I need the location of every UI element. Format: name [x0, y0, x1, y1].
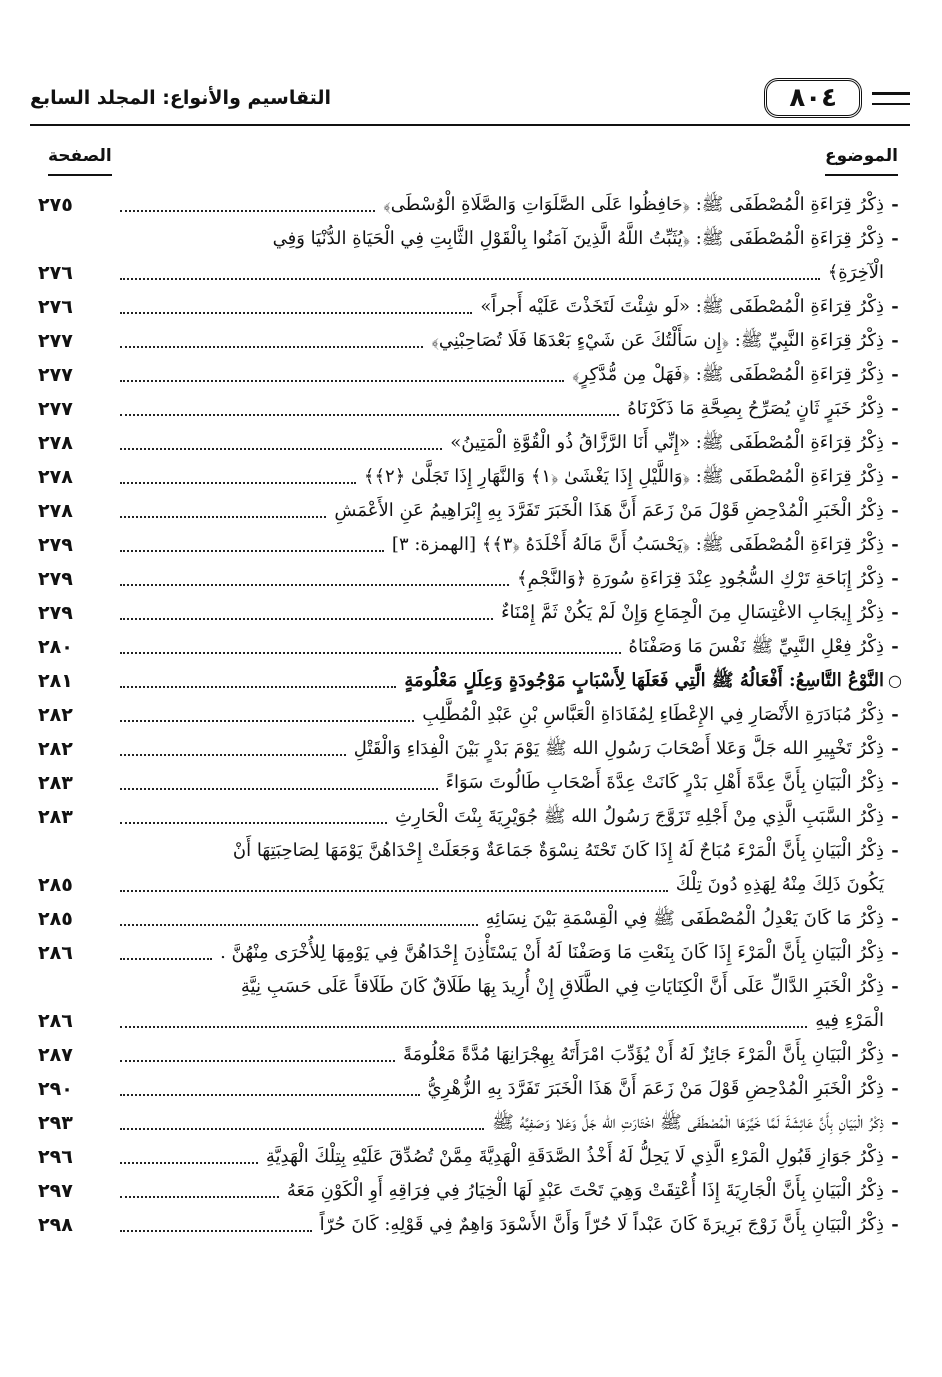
- entry-dash: -: [891, 738, 899, 759]
- entry-page-number: ٢٧٧: [38, 330, 73, 352]
- entry-dash: -: [891, 534, 899, 555]
- toc-entry: [38, 732, 906, 766]
- toc-entry: [38, 766, 906, 800]
- entry-dash: -: [891, 976, 899, 997]
- entry-page-number: ٢٨٢: [38, 704, 73, 726]
- entry-dash: -: [891, 602, 899, 623]
- page-header: [30, 76, 910, 120]
- toc-entry: [38, 698, 906, 732]
- entry-title: ذِكْرُ قِرَاءَةِ النَّبِيِّ ﷺ: ﴿إِن سَأَلْتُكَ عَن شَيْءٍ بَعْدَهَا فَلَا تُصَاحِبْنِي﴾: [431, 330, 884, 351]
- toc-entry: [38, 1072, 906, 1106]
- entry-dash: -: [891, 296, 899, 317]
- toc-entries: [38, 188, 906, 1242]
- page-number: ٨٠٤: [764, 78, 862, 118]
- entry-page-number: ٢٩٨: [38, 1214, 73, 1236]
- leader-dots: [120, 1196, 279, 1198]
- leader-dots: [120, 720, 414, 722]
- entry-title: ذِكْرُ مُبَادَرَةِ الأَنْصَارِ فِي الإِعْطَاءِ لِمُفَادَاةِ الْعَبَّاسِ بْنِ عَبْدِ الْمُطَّلِبِ: [422, 704, 884, 725]
- leader-dots: [120, 346, 423, 348]
- entry-dash: -: [891, 840, 899, 861]
- entry-dash: -: [891, 636, 899, 657]
- entry-title-continuation: الْآخِرَةِ﴾: [827, 262, 884, 283]
- toc-entry: [38, 1140, 906, 1174]
- toc-entry: [38, 1038, 906, 1072]
- entry-page-number: ٢٧٨: [38, 500, 73, 522]
- header-divider: [30, 124, 910, 126]
- toc-entry: [38, 1208, 906, 1242]
- leader-dots: [120, 380, 564, 382]
- entry-dash: -: [891, 1180, 899, 1201]
- entry-title-continuation: يَكُونَ ذَلِكَ مِنْهُ لِهَذِهِ دُونَ تِلْكَ: [675, 874, 884, 895]
- toc-entry: [38, 664, 906, 698]
- topic-column-heading: الموضوع: [825, 146, 898, 176]
- entry-page-number: ٢٨٦: [38, 1010, 73, 1032]
- toc-entry: [38, 290, 906, 324]
- toc-entry: [38, 358, 906, 392]
- entry-page-number: ٢٧٩: [38, 568, 73, 590]
- toc-entry: [38, 630, 906, 664]
- toc-entry: [38, 1174, 906, 1208]
- entry-page-number: ٢٨١: [38, 670, 73, 692]
- entry-title: ذِكْرُ الْبَيَانِ بِأَنَّ زَوْجَ بَرِيرَةَ كَانَ عَبْداً لَا حُرّاً وَأَنَّ الأَسْوَدَ وَاهِمٌ فِي قَوْلِهِ: كَانَ حُرّاً: [319, 1214, 884, 1235]
- entry-page-number: ٢٧٧: [38, 398, 73, 420]
- entry-dash: -: [891, 942, 899, 963]
- entry-page-number: ٢٧٨: [38, 432, 73, 454]
- entry-dash: -: [891, 1146, 899, 1167]
- entry-page-number: ٢٧٦: [38, 296, 73, 318]
- entry-page-number: ٢٩٠: [38, 1078, 73, 1100]
- header-rule-mark: [872, 92, 910, 105]
- entry-title: ذِكْرُ إِيجَابِ الاغْتِسَالِ مِنَ الْجِمَاعِ وَإِنْ لَمْ يَكُنْ ثَمَّ إِمْنَاءٌ: [501, 602, 884, 623]
- entry-page-number: ٢٩٣: [38, 1112, 73, 1134]
- leader-dots: [120, 958, 212, 960]
- toc-entry: [38, 970, 906, 1038]
- leader-dots: [120, 448, 442, 450]
- leader-dots: [120, 584, 509, 586]
- entry-page-number: ٢٩٧: [38, 1180, 73, 1202]
- page-number-box: [764, 78, 910, 118]
- entry-title: ذِكْرُ الْبَيَانِ بِأَنَّ الْمَرْءَ جَائِزٌ لَهُ أَنْ يُؤَدِّبَ امْرَأَتَهُ بِهِجْرَانِهَا مُدَّةً مَعْلُومَةً: [403, 1044, 884, 1065]
- entry-page-number: ٢٧٩: [38, 534, 73, 556]
- entry-dash: -: [891, 568, 899, 589]
- entry-dash: -: [891, 466, 899, 487]
- entry-page-number: ٢٨٧: [38, 1044, 73, 1066]
- toc-entry: [38, 494, 906, 528]
- toc-entry: [38, 1106, 906, 1140]
- entry-page-number: ٢٧٦: [38, 262, 73, 284]
- entry-dash: -: [891, 772, 899, 793]
- leader-dots: [120, 1162, 258, 1164]
- leader-dots: [120, 754, 346, 756]
- entry-dash: -: [891, 398, 899, 419]
- entry-dash: -: [891, 1044, 899, 1065]
- entry-page-number: ٢٨٣: [38, 806, 73, 828]
- leader-dots: [120, 890, 668, 892]
- toc-entry: [38, 596, 906, 630]
- column-headings: [48, 146, 898, 176]
- leader-dots: [120, 550, 384, 552]
- entry-title: ذِكْرُ قِرَاءَةِ الْمُصْطَفَى ﷺ: «إِنِّي أَنَا الرَّزَّاقُ ذُو الْقُوَّةِ الْمَتِينُ»: [450, 432, 884, 453]
- leader-dots: [120, 210, 375, 212]
- entry-title: ذِكْرُ قِرَاءَةِ الْمُصْطَفَى ﷺ: ﴿يُثَبِّتُ اللَّهُ الَّذِينَ آمَنُوا بِالْقَوْلِ الثَّابِتِ فِي الْحَيَاةِ الدُّنْيَا وَفِي: [272, 228, 884, 249]
- leader-dots: [120, 822, 387, 824]
- leader-dots: [120, 482, 356, 484]
- entry-dash: -: [891, 432, 899, 453]
- toc-entry: [38, 392, 906, 426]
- entry-title: ذِكْرُ قِرَاءَةِ الْمُصْطَفَى ﷺ: ﴿حَافِظُوا عَلَى الصَّلَوَاتِ وَالصَّلَاةِ الْوُسْطَى﴾: [383, 194, 884, 215]
- leader-dots: [120, 414, 619, 416]
- entry-title: ذِكْرُ مَا كَانَ يَعْدِلُ الْمُصْطَفَى ﷺ فِي الْقِسْمَةِ بَيْنَ نِسَائِهِ: [485, 908, 884, 929]
- entry-dash: -: [891, 704, 899, 725]
- entry-dash: -: [891, 228, 899, 249]
- entry-dash: -: [891, 1078, 899, 1099]
- entry-dash: -: [891, 330, 899, 351]
- leader-dots: [120, 1128, 484, 1130]
- entry-page-number: ٢٧٥: [38, 194, 73, 216]
- toc-entry: [38, 324, 906, 358]
- entry-title: ذِكْرُ الْبَيَانِ بِأَنَّ الْجَارِيَةَ إِذَا أُعْتِقَتْ وَهِيَ تَحْتَ عَبْدٍ لَهَا الْخِيَارُ فِي فِرَاقِهِ أَوِ الْكَوْنِ مَعَهُ: [286, 1180, 884, 1201]
- leader-dots: [120, 618, 493, 620]
- leader-dots: [120, 278, 820, 280]
- entry-page-number: ٢٨٥: [38, 908, 73, 930]
- section-bullet: ○: [888, 671, 902, 690]
- entry-dash: -: [891, 1112, 899, 1133]
- entry-continuation: [38, 256, 906, 290]
- page-column-heading: الصفحة: [48, 146, 112, 176]
- leader-dots: [120, 312, 472, 314]
- entry-title: ذِكْرُ الْخَبَرِ الْمُدْحِضِ قَوْلَ مَنْ زَعَمَ أَنَّ هَذَا الْخَبَرَ تَفَرَّدَ بِهِ إِبْرَاهِيمُ عَنِ الأَعْمَشِ: [334, 500, 884, 521]
- entry-title: ذِكْرُ تَخْيِيرِ الله جَلَّ وَعَلا أَصْحَابَ رَسُولِ الله ﷺ يَوْمَ بَدْرٍ بَيْنَ الْفِدَاءِ وَالْقَتْلِ: [353, 738, 884, 759]
- entry-title: ذِكْرُ قِرَاءَةِ الْمُصْطَفَى ﷺ: ﴿يَحْسَبُ أَنَّ مَالَهُ أَخْلَدَهُ ﴿٣﴾﴾ [الهمزة: ٣]: [391, 534, 884, 555]
- toc-entry: [38, 222, 906, 290]
- leader-dots: [120, 1230, 312, 1232]
- running-title: التقاسيم والأنواع: المجلد السابع: [30, 87, 332, 109]
- entry-title: ذِكْرُ الْبَيَانِ بِأَنَّ عِدَّةَ أَهْلِ بَدْرٍ كَانَتْ عِدَّةَ أَصْحَابِ طَالُوتَ سَوَاءً: [445, 772, 884, 793]
- toc-entry: [38, 800, 906, 834]
- entry-page-number: ٢٧٨: [38, 466, 73, 488]
- entry-title: ذِكْرُ الْخَبَرِ الْمُدْحِضِ قَوْلَ مَنْ زَعَمَ أَنَّ هَذَا الْخَبَرَ تَفَرَّدَ بِهِ الزُّهْرِيُّ: [427, 1078, 884, 1099]
- entry-title: ذِكْرُ قِرَاءَةِ الْمُصْطَفَى ﷺ: ﴿وَاللَّيْلِ إِذَا يَغْشَىٰ ﴿١﴾ وَالنَّهَارِ إِذَا تَجَلَّىٰ ﴿٢﴾﴾: [363, 466, 884, 487]
- leader-dots: [120, 1060, 395, 1062]
- leader-dots: [120, 516, 326, 518]
- leader-dots: [120, 686, 396, 688]
- entry-dash: -: [891, 908, 899, 929]
- entry-dash: -: [891, 194, 899, 215]
- entry-page-number: ٢٧٩: [38, 602, 73, 624]
- entry-title: ذِكْرُ خَبَرٍ ثَانٍ يُصَرِّحُ بِصِحَّةِ مَا ذَكَرْنَاهُ: [627, 398, 884, 419]
- toc-entry: [38, 188, 906, 222]
- entry-dash: -: [891, 806, 899, 827]
- entry-title: ذِكْرُ الْبَيَانِ بِأَنَّ الْمَرْءَ إِذَا كَانَ بِنَعْتِ مَا وَصَفْنَا لَهُ أَنْ يَسْتَأْذِنَ إِحْدَاهُنَّ فِي يَوْمِهَا لِلأُخْرَى مِنْهُنَّ .: [220, 942, 884, 963]
- entry-page-number: ٢٩٦: [38, 1146, 73, 1168]
- entry-title: ذِكْرُ الْبَيَانِ بِأَنَّ الْمَرْءَ مُبَاحٌ لَهُ إِذَا كَانَ تَحْتَهُ نِسْوَةٌ جَمَاعَةٌ وَجَعَلَتْ إِحْدَاهُنَّ يَوْمَهَا لِصَاحِبَتِهَا أَنْ: [232, 840, 884, 861]
- entry-title: ذِكْرُ الْخَبَرِ الدَّالِّ عَلَى أَنَّ الْكِنَايَاتِ فِي الطَّلَاقِ إِنْ أُرِيدَ بِهَا طَلَاقٌ كَانَ طَلَاقاً عَلَى حَسَبِ نِيَّةِ: [240, 976, 884, 997]
- entry-title-continuation: الْمَرْءِ فِيهِ: [815, 1010, 884, 1031]
- entry-title: ذِكْرُ فِعْلِ النَّبِيِّ ﷺ نَفْسَ مَا وَصَفْنَاهُ: [628, 636, 884, 657]
- entry-page-number: ٢٨٣: [38, 772, 73, 794]
- entry-title: النَّوْعُ التَّاسِعُ: أَفْعَالُهُ ﷺ الَّتِي فَعَلَهَا لِأَسْبَابٍ مَوْجُودَةٍ وَعِلَلٍ مَعْلُومَةٍ: [404, 670, 884, 691]
- toc-entry: [38, 528, 906, 562]
- entry-page-number: ٢٨٠: [38, 636, 73, 658]
- leader-dots: [120, 924, 478, 926]
- entry-title: ذِكْرُ جَوَازِ قَبُولِ الْمَرْءِ الَّذِي لَا يَحِلُّ لَهُ أَخْذُ الصَّدَقَةِ الْهَدِيَّةَ مِمَّنْ تُصُدِّقَ عَلَيْهِ بِتِلْكَ الْهَدِيَّةِ: [265, 1146, 884, 1167]
- entry-title: ذِكْرُ السَّبَبِ الَّذِي مِنْ أَجْلِهِ تَزَوَّجَ رَسُولُ الله ﷺ جُوَيْرِيَةَ بِنْتَ الْحَارِثِ: [395, 806, 884, 827]
- entry-page-number: ٢٨٦: [38, 942, 73, 964]
- entry-page-number: ٢٧٧: [38, 364, 73, 386]
- toc-entry: [38, 936, 906, 970]
- entry-dash: -: [891, 500, 899, 521]
- toc-entry: [38, 902, 906, 936]
- entry-page-number: ٢٨٢: [38, 738, 73, 760]
- entry-page-number: ٢٨٥: [38, 874, 73, 896]
- entry-title: ذِكْرُ إِبَاحَةِ تَرْكِ السُّجُودِ عِنْدَ قِرَاءَةِ سُورَةِ ﴿وَالنَّجْمِ﴾: [517, 568, 884, 589]
- entry-dash: -: [891, 1214, 899, 1235]
- entry-continuation: [38, 1004, 906, 1038]
- toc-entry: [38, 834, 906, 902]
- leader-dots: [120, 788, 438, 790]
- toc-entry: [38, 460, 906, 494]
- leader-dots: [120, 1094, 420, 1096]
- entry-title: ذِكْرُ قِرَاءَةِ الْمُصْطَفَى ﷺ: ﴿فَهَلْ مِن مُّدَّكِرٍ﴾: [572, 364, 884, 385]
- entry-title: ذِكْرُ قِرَاءَةِ الْمُصْطَفَى ﷺ: «لَو شِئْتَ لَتَخَذْتَ عَلَيْه أَجراً»: [480, 296, 884, 317]
- toc-entry: [38, 426, 906, 460]
- toc-entry: [38, 562, 906, 596]
- entry-title: ذِكْرُ الْبَيَانِ بِأَنَّ عَائِشَةَ لَمَّا خَيَّرَهَا الْمُصْطَفَى ﷺ اخْتَارَتِ الله جَلَّ وَعَلا وَصَفِيَّهُ ﷺ: [492, 1112, 884, 1133]
- entry-dash: -: [891, 364, 899, 385]
- leader-dots: [120, 1026, 807, 1028]
- entry-continuation: [38, 868, 906, 902]
- leader-dots: [120, 652, 621, 654]
